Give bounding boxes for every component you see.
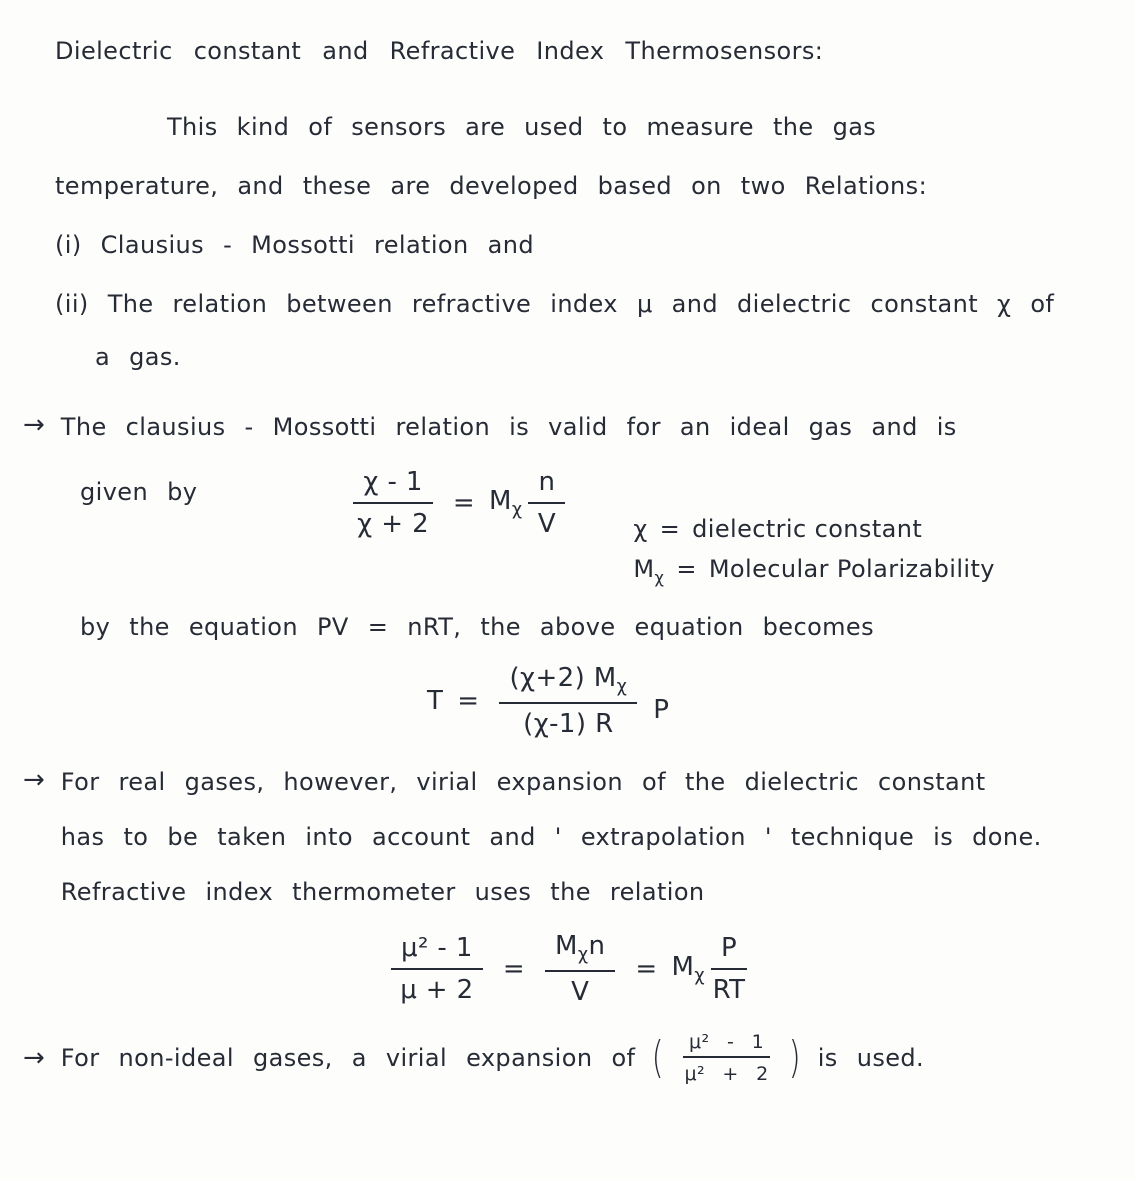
intro-line-1: This kind of sensors are used to measure the gas — [167, 113, 877, 141]
real-gas-line-2: has to be taken into account and ' extrapolation ' technique is done. — [60, 823, 1042, 851]
nonideal-text-pre: For non-ideal gases, a virial expansion of — [60, 1043, 636, 1072]
refractive-index-equation — [385, 931, 1083, 1007]
symbol-definitions — [633, 515, 995, 598]
fraction-temperature: $\frac{(\chi+2) M_\chi}{(\chi-1) R}$ — [499, 663, 637, 739]
cm-statement-line-1: The clausius - Mossotti relation is valid for an ideal gas and is — [60, 413, 957, 441]
list-item-ii-line-1: (ii) The relation between refractive index μ and dielectric constant χ of — [55, 290, 1055, 318]
clausius-mossotti-bullet — [23, 410, 1083, 444]
real-gas-bullet — [23, 765, 1083, 909]
arrow-icon: → — [23, 1042, 45, 1073]
molar-polarizability-symbol: $M_\chi$ — [489, 486, 523, 521]
definition-chi: χ = dielectric constant — [633, 515, 923, 543]
equals-sign: = — [452, 488, 476, 518]
list-item-i: (i) Clausius - Mossotti relation and — [55, 231, 535, 259]
temperature-equation — [427, 663, 1083, 739]
fraction-mu-squared: $\frac{\text{μ² - 1}}{\text{μ² + 2}}$ — [684, 1030, 769, 1085]
real-gas-line-1: For real gases, however, virial expansion of the dielectric constant — [60, 768, 986, 796]
nonideal-text-post: is used. — [817, 1043, 925, 1072]
pressure-symbol: P — [653, 695, 670, 725]
equals-sign: = — [635, 953, 658, 984]
fraction-mn-over-v: $\frac{M_\chi n}{V}$ — [545, 931, 615, 1007]
arrow-icon: → — [23, 765, 45, 795]
temperature-symbol: T — [427, 686, 444, 717]
equals-sign: = — [502, 953, 526, 984]
ideal-gas-law-line: by the equation PV = nRT, the above equation becomes — [80, 613, 875, 642]
intro-line-2: temperature, and these are developed based on two Relations: — [55, 172, 928, 200]
equals-sign: = — [457, 686, 480, 717]
refractive-index-line: Refractive index thermometer uses the relation — [60, 878, 705, 906]
molar-polarizability-symbol: $M_\chi$ — [671, 952, 705, 986]
fraction-p-over-rt: $\frac{P}{RT}$ — [712, 932, 746, 1005]
close-paren: ) — [788, 1032, 802, 1084]
clausius-mossotti-equation-row — [55, 463, 1083, 598]
doc-title: Dielectric constant and Refractive Index Thermosensors: — [55, 37, 824, 65]
cm-statement-line-2: given by — [80, 478, 198, 506]
fraction-n-over-v: $\frac{n}{V}$ — [528, 467, 565, 539]
arrow-icon: → — [23, 410, 45, 440]
fraction-chi: $\frac{\chi - 1}{\chi + 2}$ — [353, 467, 432, 539]
fraction-mu: $\frac{\text{μ² - 1}}{\mu + 2}$ — [391, 933, 483, 1005]
open-paren: ( — [652, 1032, 665, 1084]
definition-m-chi: $M_\chi$ = Molecular Polarizability — [633, 555, 995, 587]
nonideal-gas-bullet — [23, 1031, 1083, 1085]
clausius-mossotti-equation — [347, 463, 571, 539]
list-item-ii-line-2: a gas. — [95, 343, 181, 371]
